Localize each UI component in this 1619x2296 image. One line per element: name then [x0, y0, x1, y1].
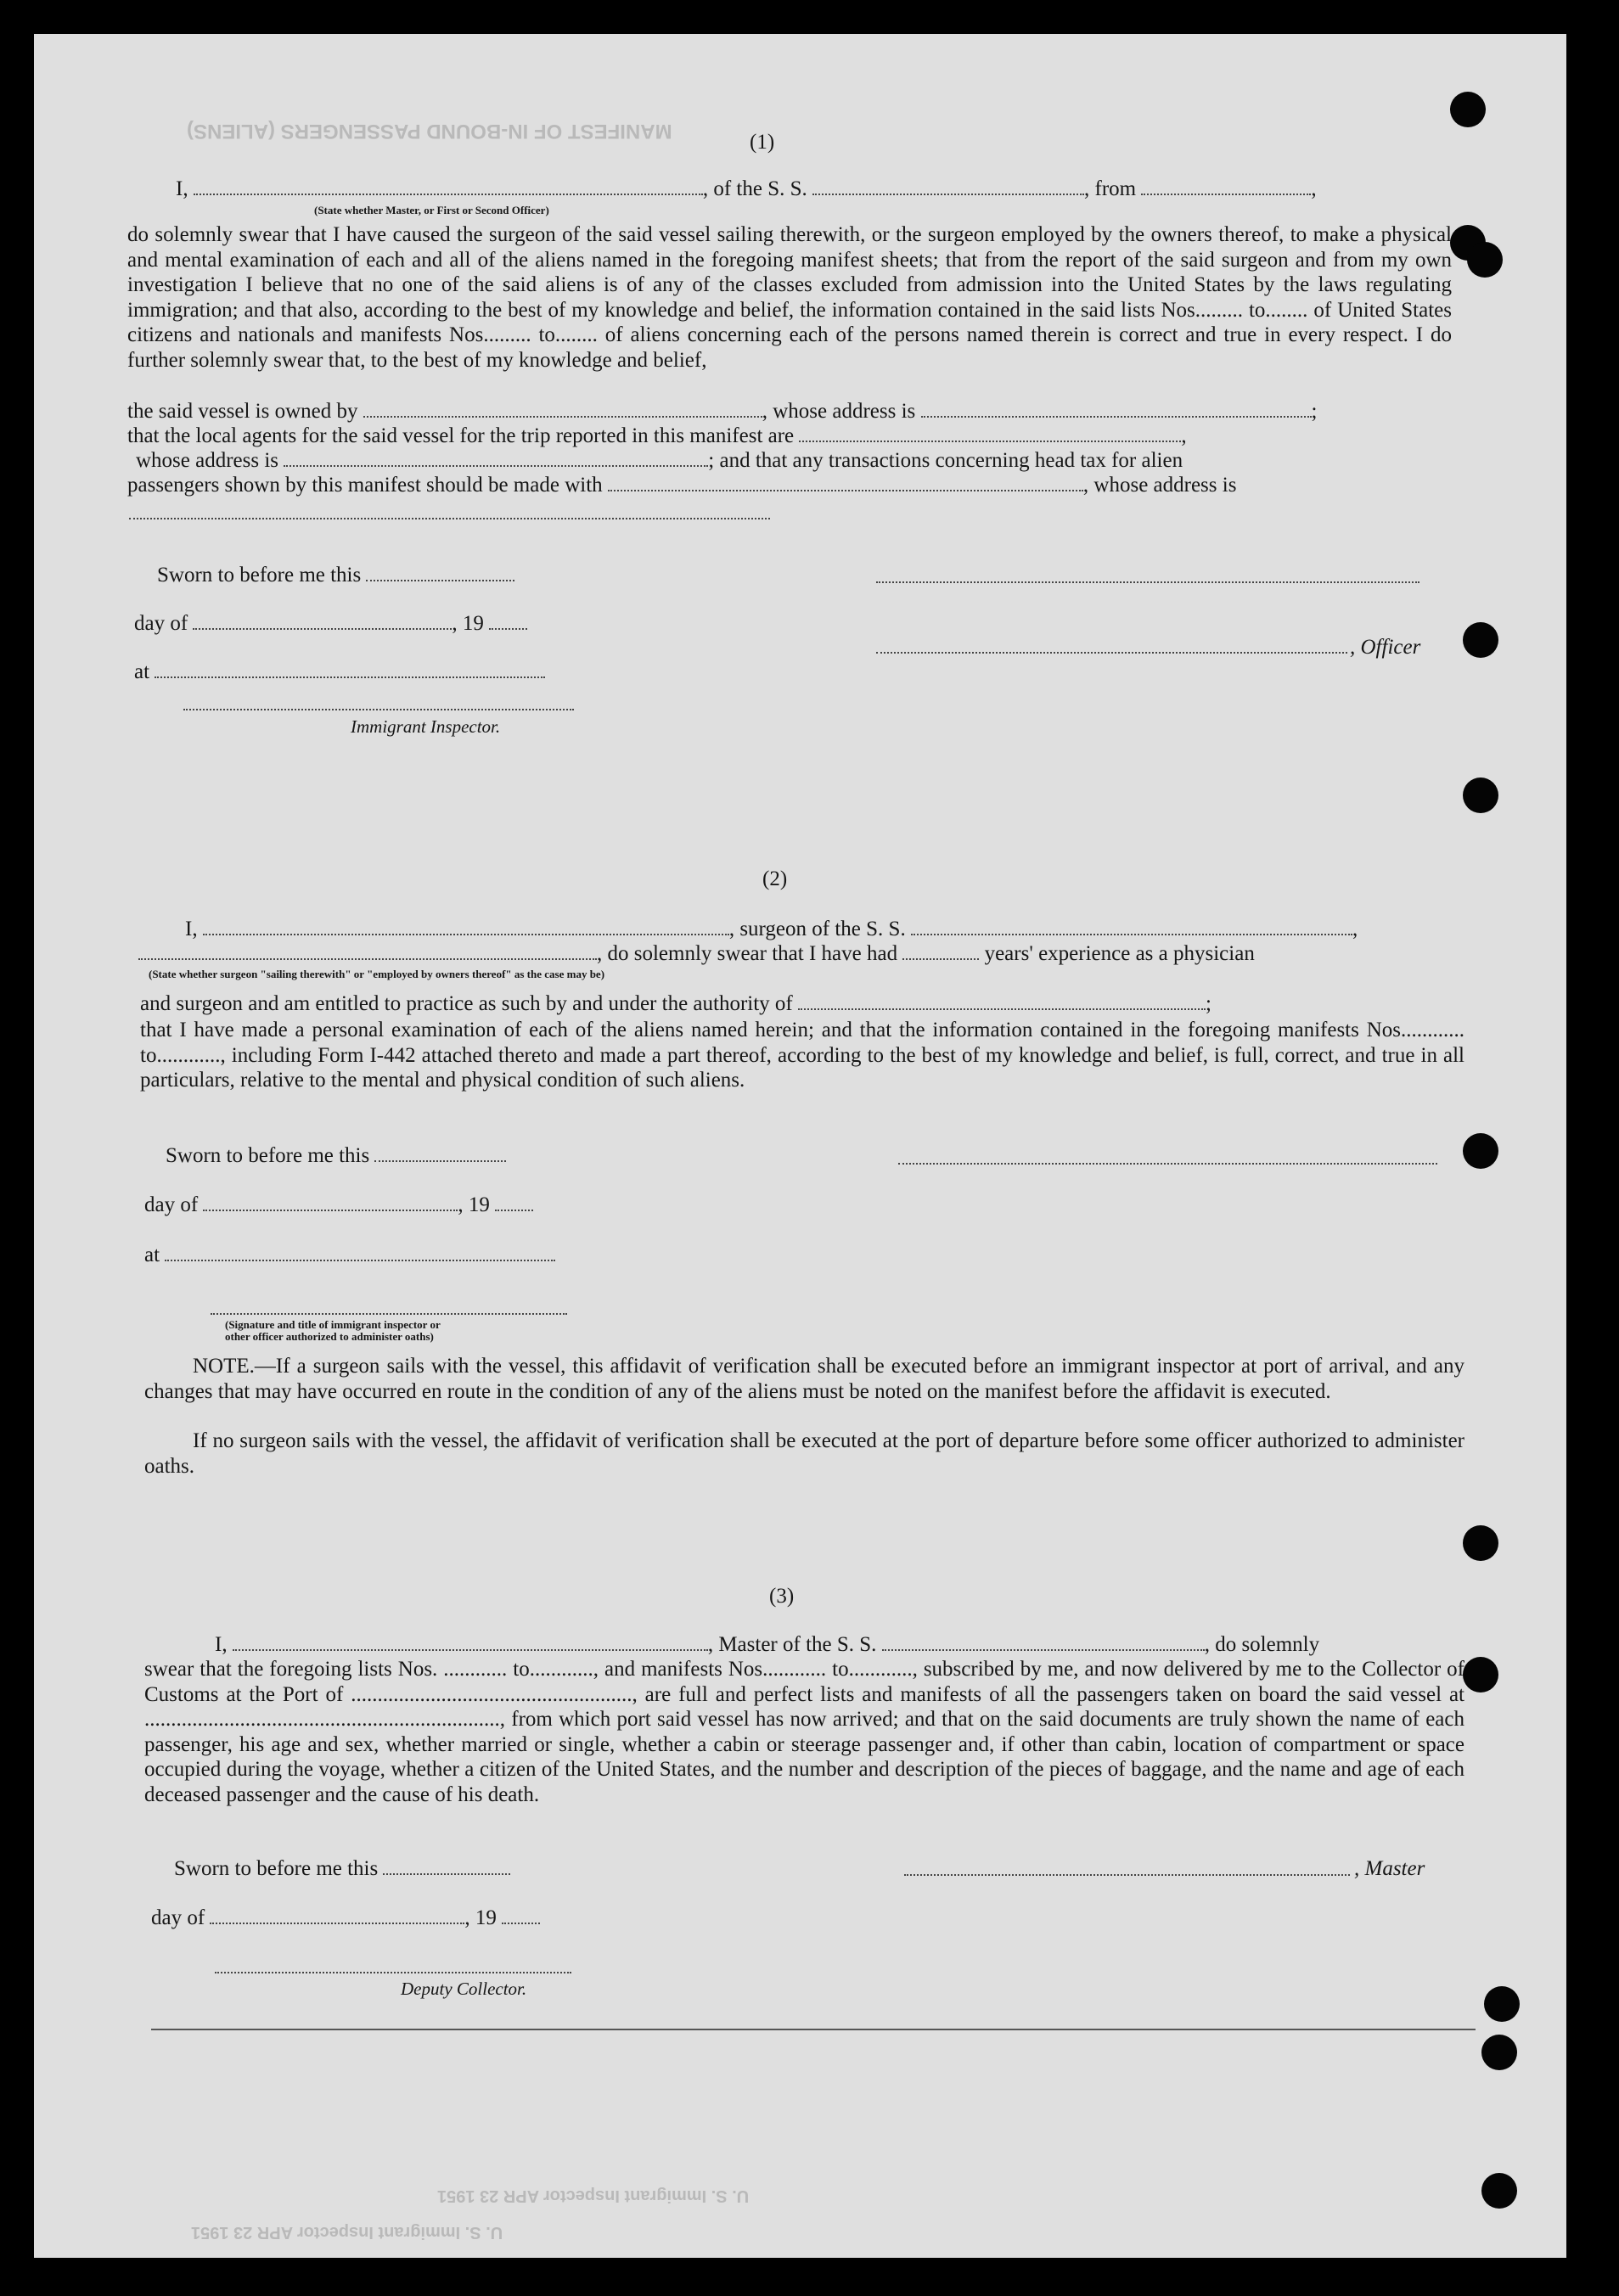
- sworn-label: Sworn to before me this: [157, 564, 362, 587]
- month-field-2[interactable]: [203, 1194, 458, 1211]
- surgeon-name-field[interactable]: [203, 918, 729, 935]
- collector-signature-field[interactable]: [215, 1972, 571, 1973]
- month-field[interactable]: [193, 613, 452, 630]
- year-field-2[interactable]: [495, 1194, 533, 1211]
- punch-hole: [1484, 1986, 1520, 2022]
- document-page: [34, 34, 1566, 2258]
- inspector-label: Immigrant Inspector.: [351, 716, 501, 737]
- sworn-date-field-2[interactable]: [374, 1145, 506, 1162]
- year-label: , 19: [452, 612, 484, 635]
- solemnly-text: , do solemnly: [1204, 1633, 1320, 1656]
- authority-text: and surgeon and am entitled to practice as such by and under the authority of: [140, 992, 793, 1015]
- owner-name-field[interactable]: [363, 401, 762, 418]
- sworn-date-field-3[interactable]: [383, 1858, 510, 1875]
- punch-hole: [1467, 242, 1503, 278]
- ship-name-field[interactable]: [812, 178, 1084, 195]
- master-of-label: , Master of the S. S.: [707, 1633, 877, 1656]
- whose-address-label-2: whose address is: [136, 449, 279, 472]
- sworn-line-1: [157, 563, 514, 588]
- master-name-field[interactable]: [233, 1634, 708, 1651]
- at-line-2: [144, 1243, 555, 1268]
- day-of-line-2: [144, 1193, 533, 1218]
- bleed-through-stamp-2: U. S. Immigrant Inspector APR 23 1951: [191, 2223, 503, 2242]
- sworn-date-field[interactable]: [366, 564, 514, 581]
- comma: ,: [1181, 424, 1187, 447]
- section-2-number: (2): [762, 867, 788, 890]
- authorized-officer-signature-field[interactable]: [211, 1313, 567, 1315]
- punch-hole: [1481, 2173, 1517, 2209]
- inspector-signature-field[interactable]: [183, 709, 574, 710]
- semicolon: ;: [1311, 400, 1318, 423]
- ship-name-field-3[interactable]: [882, 1634, 1205, 1651]
- place-field[interactable]: [155, 661, 545, 678]
- signature-note-2: other officer authorized to administer oaths): [225, 1330, 434, 1343]
- surgeon-name-line: [185, 917, 1358, 942]
- of-ss-label: , of the S. S.: [702, 177, 807, 200]
- swear-text: , do solemnly swear that I have had: [597, 942, 898, 965]
- year-label: , 19: [464, 1906, 497, 1929]
- i-label: I,: [185, 918, 198, 940]
- head-tax-address-field[interactable]: [129, 518, 770, 519]
- surgeon-status-field[interactable]: [138, 943, 597, 960]
- sworn-label: Sworn to before me this: [166, 1144, 370, 1167]
- owner-address-field[interactable]: [921, 401, 1312, 418]
- deputy-collector-label: Deputy Collector.: [401, 1979, 527, 1999]
- officer-signature-field[interactable]: [876, 581, 1419, 583]
- sworn-line-3: [174, 1856, 510, 1882]
- passengers-line-text: passengers shown by this manifest should be made with: [127, 474, 603, 497]
- i-label: I,: [215, 1633, 228, 1656]
- punch-hole: [1463, 622, 1498, 658]
- whose-address-label-3: , whose address is: [1082, 474, 1237, 497]
- officer-label: , Officer: [1350, 636, 1421, 659]
- place-field-2[interactable]: [165, 1244, 555, 1261]
- comma: ,: [1352, 918, 1358, 940]
- punch-hole: [1450, 92, 1486, 127]
- agents-address-line: [136, 448, 1183, 474]
- authority-line: [140, 991, 1211, 1017]
- from-label: , from: [1084, 177, 1137, 200]
- officer-rank-note: (State whether Master, or First or Second Officer): [314, 204, 549, 216]
- punch-hole: [1463, 1133, 1498, 1169]
- agents-address-field[interactable]: [284, 450, 708, 467]
- surgeon-signature-field[interactable]: [898, 1163, 1437, 1165]
- head-tax-text: ; and that any transactions concerning head tax for alien: [708, 449, 1183, 472]
- bleed-through-header: MANIFEST OF IN-BOUND PASSENGERS (ALIENS): [187, 120, 672, 143]
- section-1-body: do solemnly swear that I have caused the surgeon of the said vessel sailing therewith, or the surgeon employed by the owners thereof, to make a physical and mental examination of each and all of the aliens named in the foregoing manifest sheets; that from the report of the said surgeon and from my own investigation I believe that no one of the said aliens is of any of the classes excluded from admission into the United States by the laws regulating immigration; and that also, according to the best of my knowledge and belief, the information contained in the said lists Nos......... to........ of United States citizens and nationals and manifests Nos......... to........ of aliens concerning each of the persons named therein is correct and true in every respect. I do further solemnly swear that, to the best of my knowledge and belief,: [127, 223, 1452, 372]
- year-field[interactable]: [489, 613, 527, 630]
- day-of-label: day of: [134, 612, 188, 635]
- section-2-body: that I have made a personal examination of each of the aliens named herein; and that the information contained in the foregoing manifests Nos............ to............, including Form I-442 attached thereto and made a part thereof, according to the best of my knowledge and belief, is full, correct, and true in all particulars, relative to the mental and physical condition of such aliens.: [140, 1019, 1464, 1092]
- year-label: , 19: [458, 1193, 490, 1216]
- i-label: I,: [176, 177, 188, 200]
- at-line-1: [134, 660, 545, 685]
- authority-field[interactable]: [798, 993, 1206, 1010]
- note-paragraph-2: If no surgeon sails with the vessel, the affidavit of verification shall be executed at the port of departure before some officer authorized to administer oaths.: [144, 1429, 1464, 1478]
- officer-name-field[interactable]: [194, 178, 703, 195]
- comma: ,: [1311, 177, 1317, 200]
- section-3-number: (3): [769, 1585, 795, 1608]
- surgeon-of-label: , surgeon of the S. S.: [728, 918, 906, 940]
- experience-line: [138, 941, 1255, 967]
- day-of-line-1: [134, 611, 527, 637]
- signature-note-1: (Signature and title of immigrant inspector or: [225, 1318, 441, 1331]
- local-agents-field[interactable]: [799, 425, 1181, 442]
- month-field-3[interactable]: [210, 1907, 464, 1924]
- bleed-through-stamp-1: U. S. Immigrant Inspector APR 23 1951: [437, 2187, 750, 2205]
- day-of-label: day of: [151, 1906, 205, 1929]
- whose-address-label: , whose address is: [762, 400, 916, 423]
- ship-name-field-2[interactable]: [911, 918, 1352, 935]
- day-of-label: day of: [144, 1193, 199, 1216]
- punch-hole: [1463, 1525, 1498, 1561]
- punch-hole: [1463, 777, 1498, 813]
- years-text: years' experience as a physician: [984, 942, 1255, 965]
- owned-by-line: [127, 399, 1317, 424]
- master-name-line: [215, 1632, 1319, 1658]
- years-field[interactable]: [902, 943, 979, 960]
- day-of-line-3: [151, 1906, 540, 1931]
- section-3-body: swear that the foregoing lists Nos. ............ to............, and manifests Nos............ to............, subscribed by me, and now delivered by me to the Collector of Customs at the Port of ....................................................., are full and perfect lists and manifests of all the passengers taken on board the said vessel at ..................................................................., from which port said vessel has now arrived; and that on the said documents are truly shown the name of each passenger, his age and sex, whether married or single, whether a cabin or steerage passenger and, if other than cabin, location of compartment or space occupied during the voyage, whether a citizen of the United States, and the number and description of the pieces of baggage, and the name and age of each deceased passenger and the cause of his death.: [144, 1658, 1464, 1806]
- from-port-field[interactable]: [1141, 178, 1311, 195]
- punch-hole: [1463, 1657, 1498, 1693]
- section-1-declarant-line: [176, 177, 1317, 202]
- bottom-divider: [151, 2029, 1476, 2030]
- section-1-number: (1): [750, 131, 775, 154]
- punch-hole: [1481, 2035, 1517, 2070]
- head-tax-line: [127, 473, 1236, 498]
- at-label: at: [144, 1243, 160, 1266]
- note-paragraph-1: NOTE.—If a surgeon sails with the vessel, this affidavit of verification shall be executed before an immigrant inspector at port of arrival, and any changes that may have occurred en route in the condition of any of the aliens must be noted on the manifest before the affidavit is executed.: [144, 1355, 1464, 1403]
- semicolon: ;: [1206, 992, 1211, 1015]
- sworn-label: Sworn to before me this: [174, 1857, 379, 1880]
- owned-by-label: the said vessel is owned by: [127, 400, 358, 423]
- year-field-3[interactable]: [502, 1907, 540, 1924]
- master-label: , Master: [1354, 1857, 1425, 1880]
- local-agents-line: [127, 424, 1187, 449]
- head-tax-contact-field[interactable]: [608, 474, 1083, 491]
- surgeon-status-note: (State whether surgeon "sailing therewith" or "employed by owners thereof" as the case may be): [149, 968, 605, 980]
- master-signature-field[interactable]: [904, 1874, 1350, 1876]
- officer-title-field[interactable]: [876, 652, 1347, 654]
- local-agents-label: that the local agents for the said vessel for the trip reported in this manifest are: [127, 424, 795, 447]
- sworn-line-2: [166, 1143, 506, 1169]
- at-label: at: [134, 660, 150, 683]
